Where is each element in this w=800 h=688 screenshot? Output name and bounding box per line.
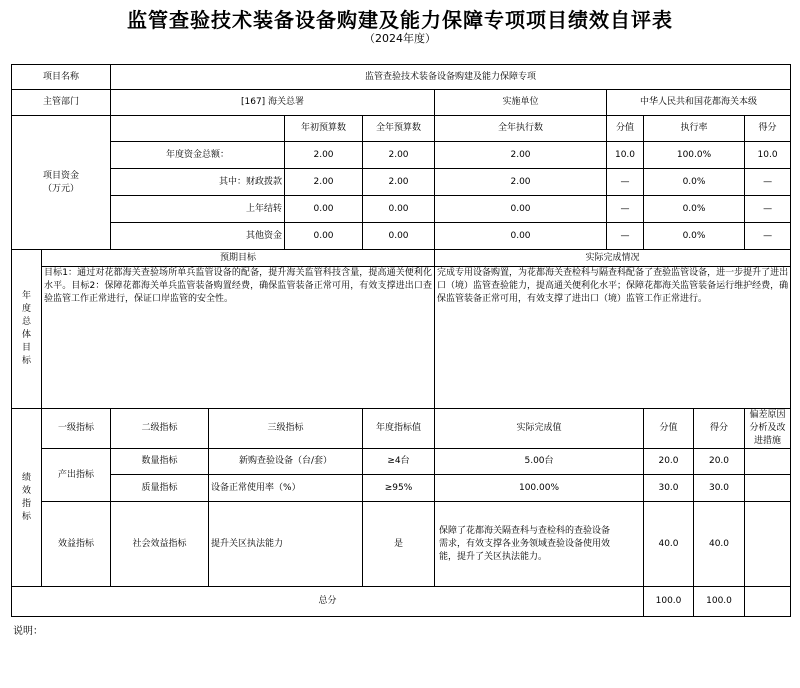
funds-header-rate: 执行率 — [644, 116, 745, 142]
project-name-label: 项目名称 — [12, 65, 111, 90]
funds-score: 10.0 — [745, 142, 791, 169]
indicator-target: ≥95% — [363, 475, 435, 502]
total-note — [745, 587, 791, 617]
funds-row — [12, 223, 791, 250]
impl-value: 中华人民共和国花都海关本级 — [607, 90, 791, 116]
indicators-header-note: 偏差原因分析及改进措施 — [745, 409, 791, 449]
funds-score-value: 10.0 — [607, 142, 644, 169]
indicator-level3: 提升关区执法能力 — [209, 502, 363, 587]
indicator-target: 是 — [363, 502, 435, 587]
indicator-row — [12, 502, 791, 587]
funds-row-label: 年度资金总额： — [111, 142, 285, 169]
funds-score-value: — — [607, 196, 644, 223]
indicator-score-value: 20.0 — [644, 449, 694, 475]
page-subtitle: （2024年度） — [364, 32, 436, 45]
funds-initial: 0.00 — [285, 196, 363, 223]
funds-row — [12, 169, 791, 196]
funds-row — [12, 196, 791, 223]
goals-actual-header: 实际完成情况 — [435, 250, 791, 267]
funds-score: — — [745, 196, 791, 223]
funds-rate: 100.0% — [644, 142, 745, 169]
goals-expected-header: 预期目标 — [42, 250, 435, 267]
funds-score-value: — — [607, 169, 644, 196]
goals-actual-text: 完成专用设备购置，为花都海关查检科与隔查科配备了查验监管设备，进一步提升了进出口（境）监管查验能力，提高通关便利化水平；保障花都海关监管装备运行维护经费，确保监管装备正常可用，有效支撑了进出口（境）监管工作正常进行。 — [435, 267, 791, 409]
indicators-header-level2: 二级指标 — [111, 409, 209, 449]
indicator-score: 20.0 — [694, 449, 745, 475]
indicator-score: 40.0 — [694, 502, 745, 587]
indicators-header-score-value: 分值 — [644, 409, 694, 449]
indicator-level1-effect: 效益指标 — [42, 502, 111, 587]
funds-executed: 0.00 — [435, 223, 607, 250]
funds-rate: 0.0% — [644, 169, 745, 196]
indicators-header-actual: 实际完成值 — [435, 409, 644, 449]
funds-header-executed: 全年执行数 — [435, 116, 607, 142]
funds-header-blank — [111, 116, 285, 142]
indicator-level2: 质量指标 — [111, 475, 209, 502]
funds-row-label: 上年结转 — [111, 196, 285, 223]
indicator-row — [12, 449, 791, 475]
indicator-note — [745, 502, 791, 587]
funds-score-value: — — [607, 223, 644, 250]
indicator-score-value: 40.0 — [644, 502, 694, 587]
project-name-value: 监管查验技术装备设备购建及能力保障专项 — [111, 65, 791, 90]
indicator-level2: 数量指标 — [111, 449, 209, 475]
dept-label: 主管部门 — [12, 90, 111, 116]
indicator-row — [12, 475, 791, 502]
funds-initial: 2.00 — [285, 169, 363, 196]
indicator-level1-output: 产出指标 — [42, 449, 111, 502]
indicator-actual: 保障了花都海关隔查科与查检科的查验设备需求，有效支撑各业务领域查验设备使用效能，提升了关区执法能力。 — [435, 502, 644, 587]
indicators-header-score: 得分 — [694, 409, 745, 449]
indicator-actual: 5.00台 — [435, 449, 644, 475]
funds-annual: 0.00 — [363, 223, 435, 250]
indicator-level3: 设备正常使用率（%） — [209, 475, 363, 502]
funds-annual: 2.00 — [363, 169, 435, 196]
total-row — [12, 587, 791, 617]
indicators-header-level1: 一级指标 — [42, 409, 111, 449]
evaluation-table — [11, 64, 791, 617]
funds-executed: 2.00 — [435, 169, 607, 196]
funds-executed: 0.00 — [435, 196, 607, 223]
funds-score: — — [745, 223, 791, 250]
funds-score: — — [745, 169, 791, 196]
page-title: 监管查验技术装备设备购建及能力保障专项项目绩效自评表 — [127, 8, 673, 32]
indicators-section-label: 绩效指标 — [12, 409, 42, 587]
indicator-score: 30.0 — [694, 475, 745, 502]
footnote: 说明： — [13, 626, 43, 637]
funds-header-score: 得分 — [745, 116, 791, 142]
indicators-header-target: 年度指标值 — [363, 409, 435, 449]
indicator-level3: 新购查验设备（台/套） — [209, 449, 363, 475]
indicator-actual: 100.00% — [435, 475, 644, 502]
funds-header-initial: 年初预算数 — [285, 116, 363, 142]
funds-row-label: 其他资金 — [111, 223, 285, 250]
funds-executed: 2.00 — [435, 142, 607, 169]
total-score: 100.0 — [694, 587, 745, 617]
funds-rate: 0.0% — [644, 196, 745, 223]
indicator-note — [745, 475, 791, 502]
funds-header-annual: 全年预算数 — [363, 116, 435, 142]
funds-initial: 2.00 — [285, 142, 363, 169]
indicator-level2: 社会效益指标 — [111, 502, 209, 587]
funds-initial: 0.00 — [285, 223, 363, 250]
funds-annual: 0.00 — [363, 196, 435, 223]
total-label: 总分 — [12, 587, 644, 617]
funds-annual: 2.00 — [363, 142, 435, 169]
goals-section-label: 年度总体目标 — [12, 250, 42, 409]
indicator-note — [745, 449, 791, 475]
total-score-value: 100.0 — [644, 587, 694, 617]
funds-section-label: 项目资金 （万元） — [12, 116, 111, 250]
funds-header-score-value: 分值 — [607, 116, 644, 142]
funds-row-label: 其中：财政拨款 — [111, 169, 285, 196]
indicators-header-level3: 三级指标 — [209, 409, 363, 449]
dept-value: [167] 海关总署 — [111, 90, 435, 116]
impl-label: 实施单位 — [435, 90, 607, 116]
funds-row — [12, 142, 791, 169]
funds-rate: 0.0% — [644, 223, 745, 250]
indicator-score-value: 30.0 — [644, 475, 694, 502]
goals-expected-text: 目标1：通过对花都海关查验场所单兵监管设备的配备，提升海关监管科技含量，提高通关便利化水平。目标2：保障花都海关单兵监管装备购置经费，确保监管装备正常可用，有效支撑进出口查验监管工作正常进行，保证口岸监管的安全性。 — [42, 267, 435, 409]
indicator-target: ≥4台 — [363, 449, 435, 475]
